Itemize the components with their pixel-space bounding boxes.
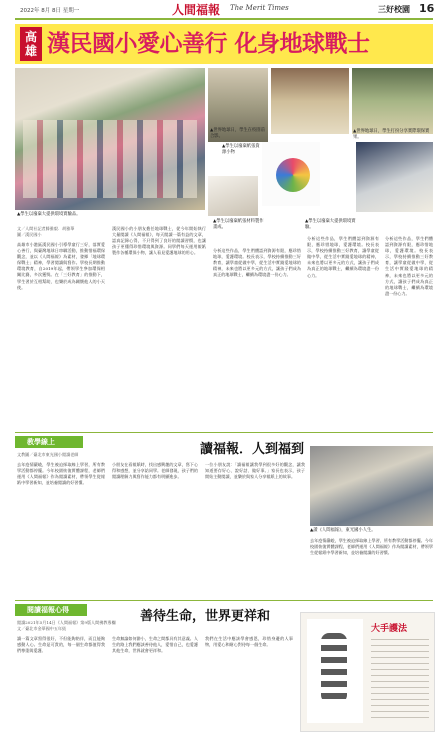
right-col-body-1: 分析這些作品，學生們體認到資源有限，應珍惜地球，愛護環境。校長表示，學校持續推動三好教育，讓學童從做中學，從生活中實踐愛地球的精神，未來也將以更多元的方式，讓孩子們成為真正的地球戰士，繼續為環境盡一份心力。 [213,248,301,278]
section3-title: 善待生命，世界更祥和 [140,609,271,624]
right-col-body-2: 分析這些作品，學生們體認到資源有限，應珍惜地球，愛護環境。校長表示，學校持續推動三好教育，讓學童從做中學，從生活中實踐愛地球的精神，未來也將以更多元的方式，讓孩子們成為真正的地球戰士，繼續為環境盡一份心力。 [307,236,379,278]
caption-main: ▲學生以廢棄大提供環境實驗品。 [17,212,81,217]
caption-1: ▲世界地球日，學生在校園前合影。 [210,128,265,139]
section3-body-1: 讀一篇文章寫得很好，不但能夠陪伴，而且能夠感動人心。生命是可貴的，每一個生命都值得我們尊重與愛護。 [17,636,105,654]
section2-photo [310,446,433,526]
section2-tag-label: 教學線上 [27,438,55,446]
header-logo: 人間福報 [172,3,221,17]
caption-5: ▲學生以廢棄大提供環境實驗。 [305,219,356,230]
section3-byline: 閱讀2021年5月14日《人間福報》第9版人間佛教專欄 文／臺北市金華國中五年級 [17,620,116,632]
header-page-number: 16 [419,2,435,15]
section2-body-2: 小朋友在看報紙時，找出感興趣的文章，寫下心得和感想，並分享給同學。老師發現，孩子們的閱讀理解力與寫作能力都有明顯進步。 [112,462,198,480]
page-header [0,0,440,18]
section2-byline: 文教圖／臺北市東光國小閱讀老師 [17,452,79,457]
section3-divider [15,600,433,601]
header-rule [15,18,433,20]
section2-divider [15,432,433,433]
section2-tag [15,436,83,448]
lead-photo-4-crafts [262,142,320,206]
photo-students-row [23,120,197,198]
craft-circle [276,158,310,192]
lead-photo-5 [356,142,433,212]
middle-col-body: 漢民國小的小朋友擔任地球戰士，從今年開始執行大量閱讀《人間福報》，每天閱讀一篇有益的文章，認真記錄心得，不只得到了良好的閱讀習慣，也讓孩子更懂得珍惜環境與資源。同學們每天運用報紙製作各種環保小物，讓人看見愛護地球的用心。 [112,226,206,256]
lead-photo-3 [352,68,433,134]
caption-3: ▲學生以廢棄紙張資源小物 [222,144,260,155]
section3-body-2: 生命無論如何渺小，生命之間都具有其意義。人生的路上我們應該善待他人，愛惜自己，也愛護其他生命，世界就會更祥和。 [112,636,198,654]
section3-body-3: 我們在生活中應該學會感恩，珍惜身邊的人事物，用愛心和耐心對待每一個生命。 [205,636,293,648]
header-date: 2022年 8月 8日 星期一 [20,8,80,14]
header-logo-en: The Merit Times [230,4,289,12]
lead-photo-6 [208,176,258,216]
section2-title: 讀福報．人到福到 [200,442,305,457]
header-section: 三好校園 [378,5,410,14]
lead-photo-2 [271,68,349,134]
caption-2: ▲世界地球日，學生打扮分享實際環保實果。 [353,129,430,140]
caption-4: ▲學生以廢棄紙張材料製作畫成。 [213,219,264,230]
section3-photo-caption: 大手護法 [371,624,408,634]
lead-title: 漢民國小愛心善行 化身地球戰士 [47,31,370,57]
section3-tag [15,604,87,616]
lead-photo-main [15,68,205,210]
section2-photo-caption: ▲讀《人間福報》，東光國小人生。 [310,528,376,533]
lead-title-prefix-box [20,27,42,61]
lead-title-band [15,24,433,64]
section3-tag-label: 閱讀福報心得 [27,606,69,614]
section2-body-1: 去年疫情嚴峻，學生被迫採取線上學習，所有教學活動都停擺。今年校園恢復實體課程，老師們運用《人間福報》作為閱讀素材，帶領學生從報紙中學習新知，並培養閱讀的好習慣。 [17,462,105,486]
section3-photo [300,612,435,732]
article-lines [371,639,429,723]
section2-body-3: 一位小朋友說：「讀福報讓我學到很多好的觀念，讓我知道要存好心、說好話、做好事。」家長也表示，孩子開始主動閱讀，並樂於與家人分享報紙上的故事。 [205,462,305,480]
brush-stroke [321,633,347,703]
lead-body: 高雄市小港區漢民國小引導學童行三好，落實愛心善行，與臺灣地球日串聯活動，推動惜福環保觀念，並以《人間福報》為素材，發揮「地球環保戰士」精神，學習閱讀與寫作。學校長期推動環境教育，自2019年起，帶領學生參加環保相關比賽，多次獲獎。在「三好教育」的推動下，學生習於互相幫助，也樂於成為關懷他人的小天使。 [17,242,105,290]
lead-title-prefix: 高雄 [25,30,38,58]
lead-byline: 文／人間社記者滕雅毅．胡雅華 圖／漢民國小 [17,226,75,238]
section2-body-4: 去年疫情嚴峻，學生被迫採取線上學習，所有教學活動都停擺。今年校園恢復實體課程，老師們運用《人間福報》作為閱讀素材，帶領學生從報紙中學習新知，並培養閱讀的好習慣。 [310,538,433,556]
right-col-body-3: 分析這些作品，學生們體認到資源有限，應珍惜地球，愛護環境。校長表示，學校持續推動三好教育，讓學童從做中學，從生活中實踐愛地球的精神，未來也將以更多元的方式，讓孩子們成為真正的地球戰士，繼續為環境盡一份心力。 [385,236,433,296]
